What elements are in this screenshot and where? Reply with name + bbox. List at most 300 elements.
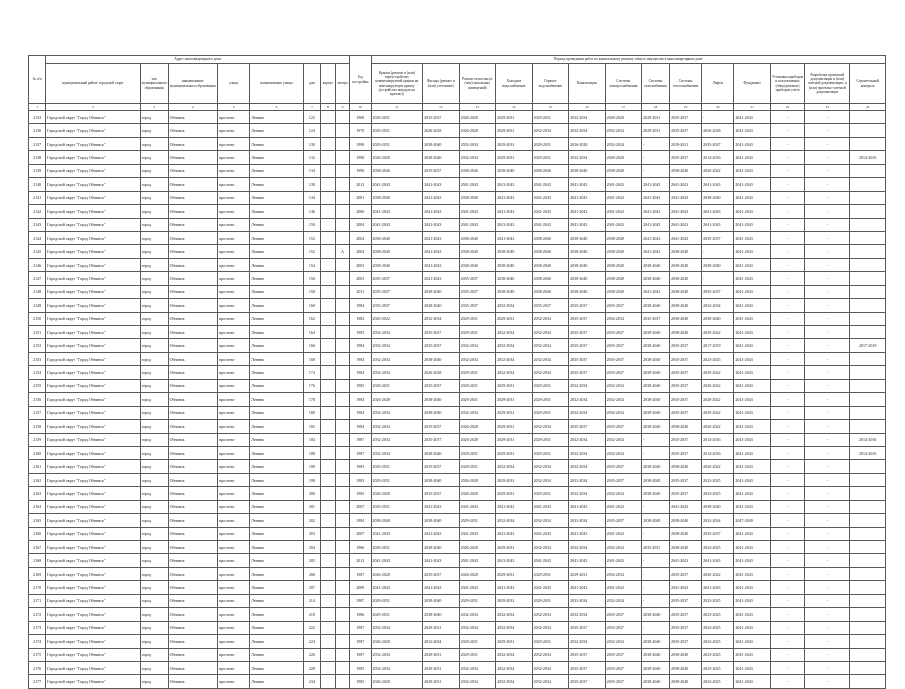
column-number: 12 <box>423 104 460 111</box>
table-cell: 2035-2037 <box>532 299 569 312</box>
table-cell: 2020-2022 <box>702 406 734 419</box>
table-cell: 2041-2043 <box>569 178 606 191</box>
table-cell: Городской округ "Город Обнинск" <box>46 581 140 594</box>
table-cell: 2041-2043 <box>734 675 771 688</box>
table-cell: Ленина <box>250 406 304 419</box>
table-cell: 2038-2040 <box>702 312 734 325</box>
table-cell: 2041-2043 <box>423 205 460 218</box>
table-cell: 2020-2022 <box>371 312 423 325</box>
table-cell: 1987 <box>350 446 371 459</box>
table-cell: 2029-2031 <box>496 567 533 580</box>
table-cell: 2032-2034 <box>605 393 642 406</box>
table-cell: 130 <box>303 137 320 150</box>
table-cell: город <box>140 191 168 204</box>
table-cell: 2026-2028 <box>371 635 423 648</box>
table-cell: 2029-2031 <box>496 124 533 137</box>
column-header: улица <box>217 64 249 104</box>
table-cell: 2168 <box>29 554 46 567</box>
table-cell: 2035-2037 <box>569 312 606 325</box>
table-cell: 2143 <box>29 218 46 231</box>
table-cell: 2035-2037 <box>702 527 734 540</box>
table-cell: 2047-2049 <box>734 514 771 527</box>
table-cell: 2026-2028 <box>459 433 496 446</box>
table-cell: 2174 <box>29 635 46 648</box>
table-cell: 2041-2043 <box>496 231 533 244</box>
table-cell: 2035-2037 <box>569 621 606 634</box>
table-cell: 2020-2022 <box>702 420 734 433</box>
table-cell: - <box>805 151 850 164</box>
table-cell: Обнинск <box>168 621 217 634</box>
table-cell <box>321 366 336 379</box>
table-cell: 2038-2040 <box>532 272 569 285</box>
table-cell: 2029-2031 <box>423 661 460 674</box>
table-cell: 1985 <box>350 661 371 674</box>
table-cell: 2032-2034 <box>569 514 606 527</box>
table-cell: - <box>770 648 804 661</box>
table-cell: город <box>140 460 168 473</box>
table-cell: 2032-2034 <box>605 379 642 392</box>
table-cell: Обнинск <box>168 312 217 325</box>
table-cell: 2014-2016 <box>702 151 734 164</box>
table-cell: Городской округ "Город Обнинск" <box>46 178 140 191</box>
table-cell <box>336 258 350 271</box>
table-cell: 2023-2025 <box>702 648 734 661</box>
table-cell: Ленина <box>250 661 304 674</box>
table-cell: 2041-2043 <box>459 218 496 231</box>
table-cell: Ленина <box>250 446 304 459</box>
table-cell: 2012 <box>350 178 371 191</box>
table-cell <box>850 514 886 527</box>
table-cell: Ленина <box>250 393 304 406</box>
table-cell: Обнинск <box>168 554 217 567</box>
table-cell: Ленина <box>250 527 304 540</box>
table-row <box>29 299 886 312</box>
table-cell: - <box>805 648 850 661</box>
table-cell: 2041-2043 <box>532 218 569 231</box>
table-cell: 2038-2040 <box>423 299 460 312</box>
column-header: Канализация <box>569 64 606 104</box>
table-cell: город <box>140 446 168 459</box>
table-row <box>29 473 886 486</box>
table-cell: проспект <box>217 433 249 446</box>
table-cell: город <box>140 326 168 339</box>
table-cell: 2041-2043 <box>371 581 423 594</box>
table-cell: Обнинск <box>168 527 217 540</box>
table-row <box>29 446 886 459</box>
column-header: наименование муниципального образования <box>168 64 217 104</box>
table-cell: 2041-2043 <box>423 178 460 191</box>
table-cell: 2035-2037 <box>569 661 606 674</box>
table-cell: 2038-2040 <box>642 258 670 271</box>
table-cell: 2041-2043 <box>734 299 771 312</box>
table-cell <box>336 527 350 540</box>
table-cell: проспект <box>217 272 249 285</box>
table-cell: Ленина <box>250 312 304 325</box>
table-cell: 2032-2034 <box>459 406 496 419</box>
table-cell: 138 <box>303 178 320 191</box>
table-cell: 2041-2043 <box>734 500 771 513</box>
table-cell: - <box>770 661 804 674</box>
table-cell: Городской округ "Город Обнинск" <box>46 460 140 473</box>
table-cell: 2026-2028 <box>371 151 423 164</box>
table-cell: 2035-2037 <box>669 151 701 164</box>
table-cell: 2038-2040 <box>669 312 701 325</box>
table-cell: Городской округ "Город Обнинск" <box>46 111 140 124</box>
table-cell: 2026-2028 <box>423 366 460 379</box>
table-cell: 2038-2040 <box>496 258 533 271</box>
table-cell: 2032-2034 <box>532 124 569 137</box>
table-cell: Городской округ "Город Обнинск" <box>46 326 140 339</box>
table-cell <box>850 178 886 191</box>
table-cell: Обнинск <box>168 675 217 688</box>
table-row <box>29 124 886 137</box>
table-cell: 2026-2028 <box>459 473 496 486</box>
table-cell: 2041-2043 <box>459 500 496 513</box>
table-cell: 1987 <box>350 621 371 634</box>
table-cell: проспект <box>217 460 249 473</box>
table-cell: Ленина <box>250 635 304 648</box>
table-cell: 2041-2043 <box>642 205 670 218</box>
table-cell: 2020-2022 <box>702 393 734 406</box>
table-cell: 2038-2040 <box>423 594 460 607</box>
table-cell: Обнинск <box>168 514 217 527</box>
table-cell <box>321 621 336 634</box>
table-cell: город <box>140 339 168 352</box>
table-cell: 2041-2043 <box>734 621 771 634</box>
table-cell: - <box>805 205 850 218</box>
table-cell: Городской округ "Город Обнинск" <box>46 312 140 325</box>
table-cell: 2035-2037 <box>569 352 606 365</box>
table-cell: 2041-2043 <box>734 393 771 406</box>
table-cell: Ленина <box>250 473 304 486</box>
table-row <box>29 366 886 379</box>
column-header: дом <box>303 64 320 104</box>
table-cell: 2032-2034 <box>459 137 496 150</box>
table-cell: Ленина <box>250 567 304 580</box>
table-cell: 2032-2034 <box>569 608 606 621</box>
table-row <box>29 231 886 244</box>
table-cell: 1985 <box>350 487 371 500</box>
table-cell: Ленина <box>250 621 304 634</box>
table-cell: - <box>642 433 670 446</box>
table-cell: 1984 <box>350 406 371 419</box>
table-cell: 2029-2031 <box>459 460 496 473</box>
table-cell: 2023-2025 <box>702 661 734 674</box>
table-cell: 2032-2034 <box>371 352 423 365</box>
table-cell <box>336 205 350 218</box>
table-cell: город <box>140 379 168 392</box>
column-number: 19 <box>669 104 701 111</box>
table-cell: - <box>770 527 804 540</box>
table-cell: 2038-2040 <box>642 608 670 621</box>
table-cell: 2041-2043 <box>642 178 670 191</box>
table-cell <box>321 433 336 446</box>
table-cell: Городской округ "Город Обнинск" <box>46 433 140 446</box>
column-header: Установка приборов и коллективных (общедомовых) приборов учета <box>770 64 804 104</box>
table-cell: 2029-2031 <box>423 675 460 688</box>
table-cell: 1984 <box>350 514 371 527</box>
table-cell: 2035-2037 <box>459 299 496 312</box>
table-cell: 2176 <box>29 661 46 674</box>
table-cell: город <box>140 433 168 446</box>
table-cell: 2038-2040 <box>642 406 670 419</box>
table-row <box>29 635 886 648</box>
table-cell: 2164 <box>29 500 46 513</box>
table-cell: 2041-2043 <box>734 111 771 124</box>
table-cell: 2041-2043 <box>371 554 423 567</box>
table-row <box>29 151 886 164</box>
table-cell: 156 <box>303 272 320 285</box>
table-cell: 2029-2031 <box>371 460 423 473</box>
table-cell: 2035-2037 <box>371 299 423 312</box>
table-cell: 2032-2034 <box>423 312 460 325</box>
table-cell <box>321 648 336 661</box>
table-cell: 150 <box>303 218 320 231</box>
table-cell: 2041-2043 <box>496 178 533 191</box>
table-cell: Городской округ "Город Обнинск" <box>46 648 140 661</box>
table-cell: Ленина <box>250 648 304 661</box>
table-cell: 2032-2034 <box>532 366 569 379</box>
table-row <box>29 326 886 339</box>
table-cell: 2029-2031 <box>642 111 670 124</box>
table-cell: Городской округ "Город Обнинск" <box>46 285 140 298</box>
table-cell: 2035-2037 <box>569 675 606 688</box>
table-cell: Городской округ "Город Обнинск" <box>46 594 140 607</box>
table-cell: Городской округ "Город Обнинск" <box>46 137 140 150</box>
table-cell: 2162 <box>29 473 46 486</box>
table-cell: 2035-2037 <box>569 648 606 661</box>
table-cell: Ленина <box>250 151 304 164</box>
table-cell: 2035-2037 <box>605 608 642 621</box>
table-cell: 2038-2040 <box>642 514 670 527</box>
table-cell: 2029-2031 <box>496 487 533 500</box>
table-cell: - <box>642 500 670 513</box>
table-cell <box>336 446 350 459</box>
table-cell: 2041-2043 <box>532 527 569 540</box>
table-row <box>29 178 886 191</box>
table-cell: Ленина <box>250 285 304 298</box>
table-cell: - <box>805 621 850 634</box>
table-cell: 2038-2040 <box>496 272 533 285</box>
column-number: 11 <box>371 104 423 111</box>
table-cell: 2136 <box>29 124 46 137</box>
table-cell <box>850 527 886 540</box>
table-cell: 2032-2034 <box>496 352 533 365</box>
table-cell: Городской округ "Город Обнинск" <box>46 541 140 554</box>
table-cell: - <box>770 446 804 459</box>
table-cell: проспект <box>217 312 249 325</box>
table-cell: - <box>770 231 804 244</box>
column-header: наименование улицы <box>250 64 304 104</box>
table-cell: проспект <box>217 406 249 419</box>
table-cell: 2175 <box>29 648 46 661</box>
table-cell: - <box>770 594 804 607</box>
table-cell: 2032-2034 <box>371 433 423 446</box>
table-cell: 184 <box>303 433 320 446</box>
table-cell: 2035-2037 <box>669 406 701 419</box>
table-cell: 2038-2040 <box>423 393 460 406</box>
table-cell: 2029-2031 <box>459 379 496 392</box>
table-cell: 160 <box>303 299 320 312</box>
table-cell: Городской округ "Город Обнинск" <box>46 379 140 392</box>
table-cell: город <box>140 581 168 594</box>
table-cell <box>321 272 336 285</box>
table-cell: 2038-2040 <box>569 231 606 244</box>
table-cell: 2038-2040 <box>423 406 460 419</box>
table-cell: 2041-2043 <box>734 272 771 285</box>
table-cell <box>850 460 886 473</box>
table-cell: 2035-2037 <box>605 621 642 634</box>
table-cell: - <box>805 352 850 365</box>
table-cell: проспект <box>217 245 249 258</box>
table-cell: 2041-2043 <box>734 191 771 204</box>
table-cell <box>336 352 350 365</box>
table-cell <box>850 326 886 339</box>
table-cell: 2041-2043 <box>734 446 771 459</box>
table-cell: проспект <box>217 137 249 150</box>
table-cell: 2032-2034 <box>496 608 533 621</box>
table-cell: 2038-2040 <box>702 258 734 271</box>
table-cell: Ленина <box>250 231 304 244</box>
table-cell: 2023-2025 <box>702 473 734 486</box>
table-cell <box>850 541 886 554</box>
table-cell: 2029-2031 <box>496 379 533 392</box>
table-cell: 2035-2037 <box>702 285 734 298</box>
table-cell: - <box>805 272 850 285</box>
period-group-header: Период проведения работ по капитальному ремонту общего имущества в многоквартирном доме <box>371 56 885 64</box>
table-cell: 2041-2043 <box>459 527 496 540</box>
table-cell: 2032-2034 <box>459 661 496 674</box>
table-cell: 1984 <box>350 339 371 352</box>
table-cell: 2032-2034 <box>459 339 496 352</box>
table-cell <box>321 111 336 124</box>
table-cell <box>321 420 336 433</box>
table-cell: Городской округ "Город Обнинск" <box>46 151 140 164</box>
table-cell: - <box>770 312 804 325</box>
table-cell: 2038-2040 <box>371 231 423 244</box>
table-cell: - <box>770 487 804 500</box>
table-cell: 2041-2043 <box>642 191 670 204</box>
table-cell: город <box>140 554 168 567</box>
table-cell: 1985 <box>350 379 371 392</box>
table-cell: 2038-2040 <box>423 473 460 486</box>
table-cell <box>321 554 336 567</box>
table-cell: 2041-2043 <box>423 218 460 231</box>
table-row <box>29 191 886 204</box>
table-cell: 1984 <box>350 366 371 379</box>
table-cell: город <box>140 366 168 379</box>
table-cell <box>321 527 336 540</box>
table-cell: 2041-2043 <box>734 379 771 392</box>
table-cell: 234 <box>303 675 320 688</box>
table-cell <box>850 245 886 258</box>
table-cell: - <box>805 339 850 352</box>
table-cell <box>321 164 336 177</box>
table-cell: 154 <box>303 258 320 271</box>
table-cell: 1968 <box>350 111 371 124</box>
table-cell: Городской округ "Город Обнинск" <box>46 446 140 459</box>
table-cell: город <box>140 164 168 177</box>
table-cell: проспект <box>217 661 249 674</box>
table-cell: Обнинск <box>168 420 217 433</box>
table-cell <box>850 581 886 594</box>
table-cell: Ленина <box>250 137 304 150</box>
table-cell <box>336 648 350 661</box>
table-cell: 2029-2031 <box>496 406 533 419</box>
column-number: 3 <box>140 104 168 111</box>
table-cell: Обнинск <box>168 635 217 648</box>
table-cell: 2041-2043 <box>569 500 606 513</box>
table-cell: 2041-2043 <box>569 527 606 540</box>
table-cell: 2029-2031 <box>459 594 496 607</box>
table-cell: - <box>805 379 850 392</box>
table-row <box>29 272 886 285</box>
table-cell: 2038-2040 <box>569 245 606 258</box>
table-cell: город <box>140 420 168 433</box>
table-cell: Ленина <box>250 352 304 365</box>
table-cell: 2035-2037 <box>605 352 642 365</box>
table-cell: 2041-2043 <box>569 191 606 204</box>
table-cell: город <box>140 541 168 554</box>
table-cell <box>336 393 350 406</box>
table-cell: 1984 <box>350 420 371 433</box>
table-cell: 2041-2043 <box>702 218 734 231</box>
table-cell <box>336 675 350 688</box>
table-cell: 2029-2031 <box>459 366 496 379</box>
table-cell <box>850 272 886 285</box>
table-row <box>29 500 886 513</box>
table-cell <box>850 675 886 688</box>
table-cell: город <box>140 608 168 621</box>
table-cell: город <box>140 245 168 258</box>
table-cell: 2147 <box>29 272 46 285</box>
table-cell: 2029-2031 <box>642 124 670 137</box>
table-cell: - <box>642 151 670 164</box>
table-cell: 2003 <box>350 258 371 271</box>
table-cell: 1983 <box>350 326 371 339</box>
table-row <box>29 312 886 325</box>
table-cell: 2038-2040 <box>669 285 701 298</box>
table-cell: 2035-2037 <box>605 299 642 312</box>
table-cell: 2020-2022 <box>702 366 734 379</box>
table-cell: 2038-2040 <box>605 164 642 177</box>
table-cell <box>336 661 350 674</box>
table-cell: 2029-2031 <box>496 137 533 150</box>
table-cell: 2035-2037 <box>605 326 642 339</box>
table-cell: 2160 <box>29 446 46 459</box>
table-cell: проспект <box>217 500 249 513</box>
table-cell: 2041-2043 <box>734 312 771 325</box>
table-cell: 2041-2043 <box>496 205 533 218</box>
column-number: 9 <box>336 104 350 111</box>
table-cell: 2035-2037 <box>669 635 701 648</box>
table-cell: 2041-2043 <box>532 581 569 594</box>
table-cell: Городской округ "Город Обнинск" <box>46 420 140 433</box>
table-cell: проспект <box>217 111 249 124</box>
table-cell: проспект <box>217 675 249 688</box>
table-cell: 2138 <box>29 151 46 164</box>
table-cell: Обнинск <box>168 366 217 379</box>
header-row <box>29 64 886 104</box>
table-cell: 2026-2028 <box>371 675 423 688</box>
table-cell: 2032-2034 <box>532 326 569 339</box>
table-cell: - <box>702 245 734 258</box>
table-cell: 2041-2043 <box>496 554 533 567</box>
table-cell: 2163 <box>29 487 46 500</box>
column-header: тип муниципального образования <box>140 64 168 104</box>
table-cell: 2012 <box>350 554 371 567</box>
table-cell: - <box>805 285 850 298</box>
